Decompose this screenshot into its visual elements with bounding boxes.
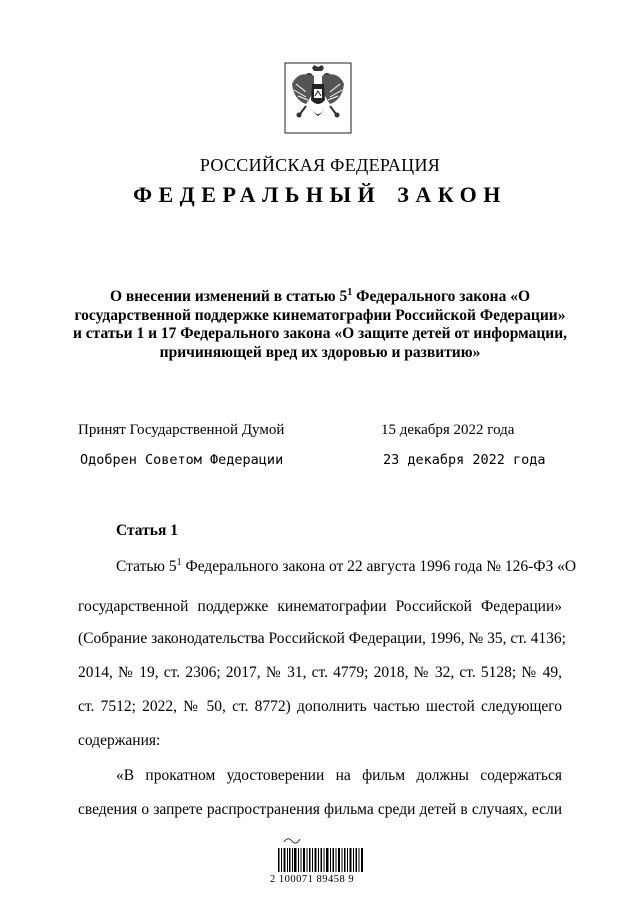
article-paragraph-line: ст. 7512; 2022, № 50, ст. 8772) дополнить частью шестой следующего bbox=[78, 698, 562, 715]
article-heading: Статья 1 bbox=[116, 522, 178, 539]
article-paragraph-line: «В прокатном удостоверении на фильм должны содержаться bbox=[116, 767, 562, 784]
law-title-line1 bbox=[70, 288, 570, 307]
article-paragraph-line: сведения о запрете распространения фильма среди детей в случаях, если bbox=[78, 801, 562, 818]
barcode-icon bbox=[276, 836, 366, 894]
article-paragraph-line: (Собрание законодательства Российской Федерации, 1996, № 35, ст. 4136; bbox=[78, 630, 566, 647]
law-title-line4: причиняющей вред их здоровью и развитию» bbox=[159, 343, 481, 361]
document-type-word2: ЗАКОН bbox=[397, 182, 507, 207]
coat-of-arms-emblem-icon bbox=[284, 62, 352, 134]
document-type-word1: ФЕДЕРАЛЬНЫЙ bbox=[133, 182, 382, 207]
country-name: РОССИЙСКАЯ ФЕДЕРАЦИЯ bbox=[199, 155, 441, 175]
law-title-line1-rest: Федерального закона «О bbox=[352, 288, 531, 305]
document-type bbox=[0, 182, 640, 208]
paragraph-text-rest: Федерального закона от 22 августа 1996 года № 126-ФЗ «О bbox=[181, 558, 577, 575]
duma-adoption-label: Принят Государственной Думой bbox=[78, 422, 285, 438]
law-title-line1-text: О внесении изменений в статью 5 bbox=[109, 288, 348, 305]
law-title-line2: государственной поддержке кинематографии Российской Федерации» bbox=[74, 306, 566, 324]
paragraph-superscript: 1 bbox=[176, 557, 182, 568]
council-approval-label: Одобрен Советом Федерации bbox=[80, 452, 284, 468]
barcode-number: 2 100071 89458 9 bbox=[270, 874, 355, 885]
law-title bbox=[70, 288, 570, 362]
duma-adoption-date: 15 декабря 2022 года bbox=[381, 422, 515, 438]
law-title-line3: и статьи 1 и 17 Федерального закона «О защите детей от информации, bbox=[72, 325, 568, 342]
article-paragraph-line: государственной поддержке кинематографии Российской Федерации» bbox=[78, 598, 562, 615]
law-title-superscript: 1 bbox=[347, 287, 353, 298]
article-paragraph-line: содержания: bbox=[78, 732, 161, 749]
paragraph-text: Статью 5 bbox=[116, 558, 177, 575]
article-paragraph-line: 2014, № 19, ст. 2306; 2017, № 31, ст. 4779; 2018, № 32, ст. 5128; № 49, bbox=[78, 664, 562, 681]
council-approval-date: 23 декабря 2022 года bbox=[383, 452, 546, 468]
article-paragraph-line bbox=[116, 557, 577, 577]
